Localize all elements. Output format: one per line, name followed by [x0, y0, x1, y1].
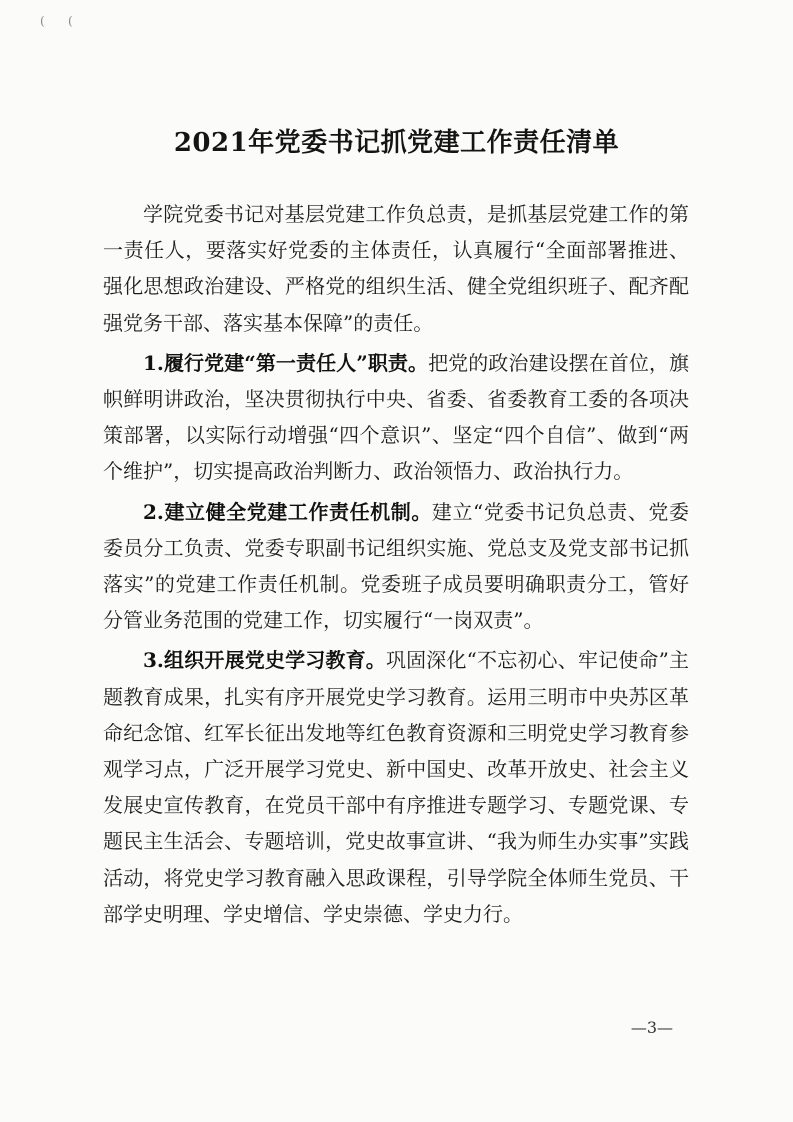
paragraph-text: 建立“党委书记负总责、党委委员分工负责、党委专职副书记组织实施、党总支及党支部书记抓落实”的党建工作责任机制。党委班子成员要明确职责分工，管好分管业务范围的党建工作，切实履行“一岗双责”。	[103, 499, 689, 633]
document-body	[103, 196, 689, 936]
paragraph-heading: 1.履行党建“第一责任人”职责。	[143, 350, 429, 375]
paragraph-intro	[103, 196, 689, 341]
paragraph-text: 巩固深化“不忘初心、牢记使命”主题教育成果，扎实有序开展党史学习教育。运用三明市中央苏区革命纪念馆、红军长征出发地等红色教育资源和三明党史学习教育参观学习点，广泛开展学习党史、新中国史、改革开放史、社会主义发展史宣传教育，在党员干部中有序推进专题学习、专题党课、专题民主生活会、专题培训，党史故事宣讲、“我为师生办实事”实践活动，将党史学习教育融入思政课程，引导学院全体师生党员、干部学史明理、学史增信、学史崇德、学史力行。	[103, 648, 689, 926]
paragraph-item-2	[103, 494, 689, 639]
document-title: 2021年党委书记抓党建工作责任清单	[173, 128, 620, 158]
paragraph-heading: 3.组织开展党史学习教育。	[143, 648, 386, 673]
paragraph-heading: 2.建立健全党建工作责任机制。	[143, 499, 432, 524]
scan-mark: (	[68, 14, 73, 28]
paragraph-text: 学院党委书记对基层党建工作负总责，是抓基层党建工作的第一责任人，要落实好党委的主体责任，认真履行“全面部署推进、强化思想政治建设、严格党的组织生活、健全党组织班子、配齐配强党务干部、落实基本保障”的责任。	[103, 202, 689, 335]
paragraph-item-3	[103, 642, 689, 932]
paragraph-text: 把党的政治建设摆在首位，旗帜鲜明讲政治，坚决贯彻执行中央、省委、省委教育工委的各项决策部署，以实际行动增强“四个意识”、坚定“四个自信”、做到“两个维护”，切实提高政治判断力、政治领悟力、政治执行力。	[103, 350, 689, 484]
scan-mark: (	[40, 14, 45, 28]
page-number: —3—	[630, 1018, 673, 1037]
paragraph-item-1	[103, 345, 689, 490]
